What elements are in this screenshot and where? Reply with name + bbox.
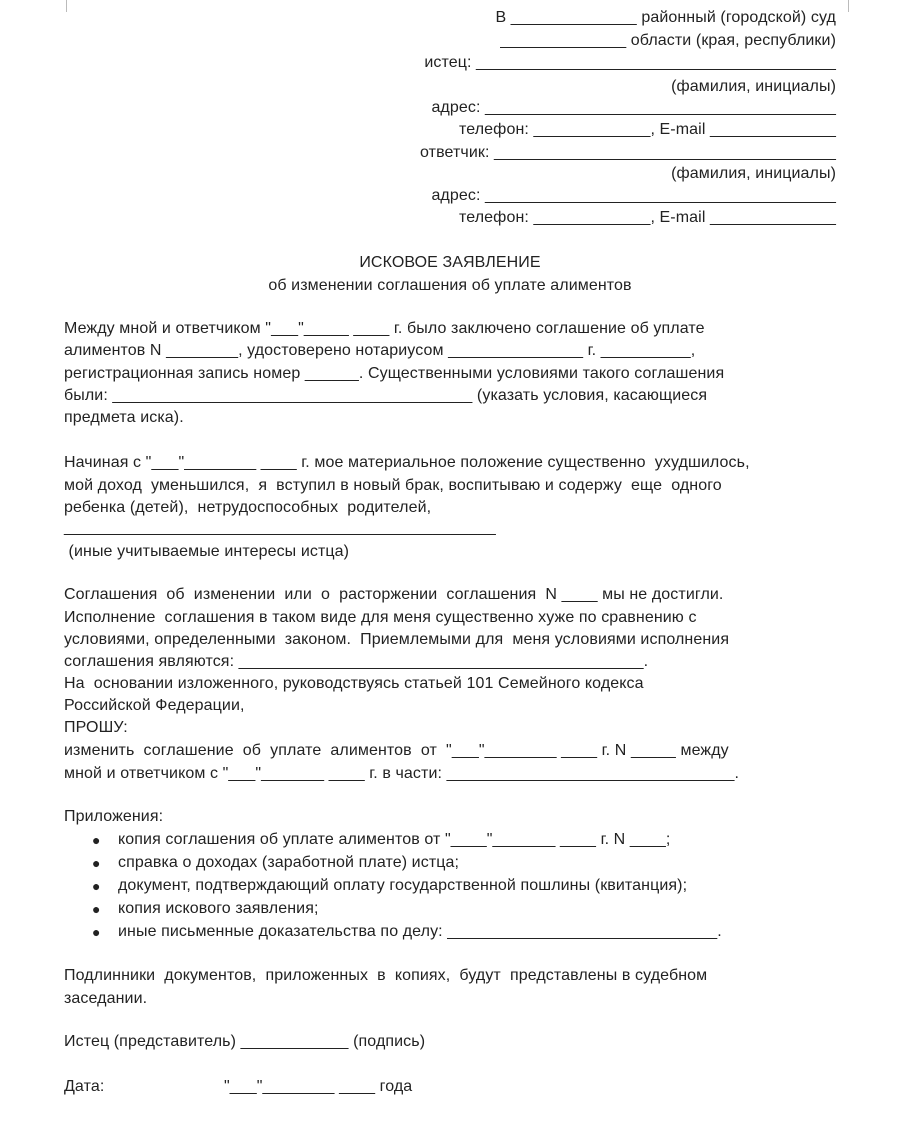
bullet-icon: ● <box>92 832 101 848</box>
paragraph-line: ________________________________________________ <box>64 519 496 536</box>
document-subtitle: об изменении соглашения об уплате алиментов <box>268 277 632 294</box>
attachment-item: справка о доходах (заработной плате) истца; <box>118 854 460 871</box>
paragraph-line: Соглашения об изменении или о расторжении соглашения N ____ мы не достигли. <box>64 586 724 603</box>
paragraph-line: мной и ответчиком с "___"_______ ____ г. в части: ________________________________. <box>64 765 740 782</box>
bullet-icon: ● <box>92 878 101 894</box>
attachment-item: копия соглашения об уплате алиментов от "____"_______ ____ г. N ____; <box>118 831 671 848</box>
plaintiff-address: адрес: _______________________________________ <box>431 99 836 116</box>
plaintiff-hint: (фамилия, инициалы) <box>671 78 836 95</box>
paragraph-line: алиментов N ________, удостоверено нотариусом _______________ г. __________, <box>64 342 696 359</box>
attachment-item: документ, подтверждающий оплату государственной пошлины (квитанция); <box>118 877 688 894</box>
paragraph-hint: (иные учитываемые интересы истца) <box>64 543 350 560</box>
paragraph-line: регистрационная запись номер ______. Существенными условиями такого соглашения <box>64 365 725 382</box>
court-line: В ______________ районный (городской) суд <box>495 9 836 26</box>
page-edge-mark <box>848 0 849 12</box>
paragraph-line: были: ________________________________________ (указать условия, касающиеся <box>64 387 708 404</box>
attachment-item: иные письменные доказательства по делу: ______________________________. <box>118 923 722 940</box>
signature-line: Истец (представитель) ____________ (подпись) <box>64 1033 426 1050</box>
defendant-address: адрес: _______________________________________ <box>431 187 836 204</box>
paragraph-line: заседании. <box>64 990 148 1007</box>
page-edge-mark <box>66 0 67 12</box>
bullet-icon: ● <box>92 901 101 917</box>
paragraph-line: соглашения являются: _____________________________________________. <box>64 653 649 670</box>
request-heading: ПРОШУ: <box>64 719 128 736</box>
attachments-heading: Приложения: <box>64 808 164 825</box>
defendant-phone: телефон: _____________, E-mail ______________ <box>459 209 836 226</box>
paragraph-line: условиями, определенными законом. Приемлемыми для меня условиями исполнения <box>64 631 730 648</box>
plaintiff-phone: телефон: _____________, E-mail ______________ <box>459 121 836 138</box>
paragraph-line: Подлинники документов, приложенных в копиях, будут представлены в судебном <box>64 967 708 984</box>
document-title: ИСКОВОЕ ЗАЯВЛЕНИЕ <box>359 254 541 271</box>
paragraph-line: мой доход уменьшился, я вступил в новый брак, воспитываю и содержу еще одного <box>64 477 722 494</box>
attachment-item: копия искового заявления; <box>118 900 319 917</box>
paragraph-line: Между мной и ответчиком "___"_____ ____ г. было заключено соглашение об уплате <box>64 320 705 337</box>
region-line: ______________ области (края, республики) <box>500 32 836 49</box>
paragraph-line: изменить соглашение об уплате алиментов от "___"________ ____ г. N _____ между <box>64 742 729 759</box>
paragraph-line: Начиная с "___"________ ____ г. мое материальное положение существенно ухудшилось, <box>64 454 750 471</box>
plaintiff-line: истец: ________________________________________ <box>424 54 836 71</box>
date-value: "___"________ ____ года <box>224 1078 413 1095</box>
defendant-line: ответчик: ______________________________________ <box>420 144 836 161</box>
paragraph-line: ребенка (детей), нетрудоспособных родителей, <box>64 499 432 516</box>
paragraph-line: Исполнение соглашения в таком виде для меня существенно хуже по сравнению с <box>64 609 697 626</box>
bullet-icon: ● <box>92 855 101 871</box>
paragraph-line: Российской Федерации, <box>64 697 245 714</box>
defendant-hint: (фамилия, инициалы) <box>671 165 836 182</box>
paragraph-line: предмета иска). <box>64 409 184 426</box>
bullet-icon: ● <box>92 924 101 940</box>
date-label: Дата: <box>64 1078 105 1095</box>
paragraph-line: На основании изложенного, руководствуясь статьей 101 Семейного кодекса <box>64 675 644 692</box>
